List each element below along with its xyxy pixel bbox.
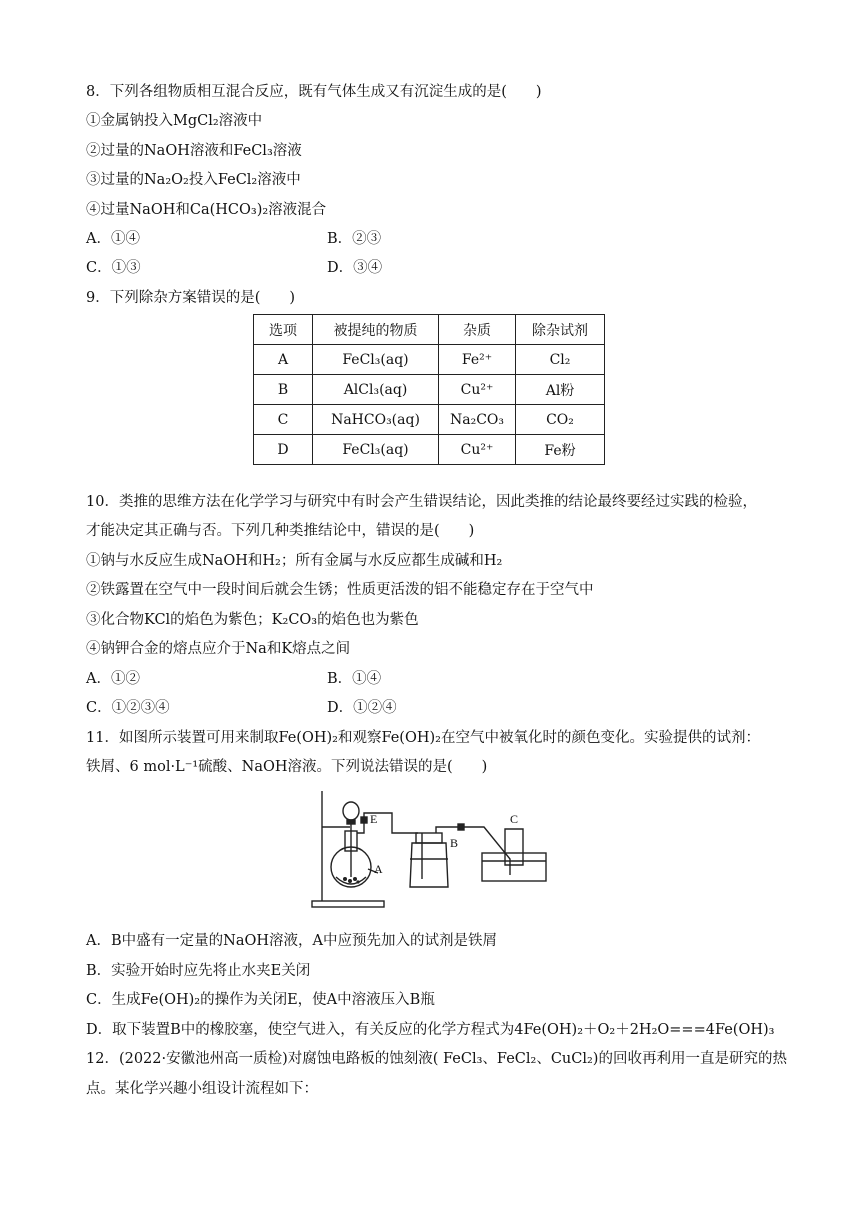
table-cell: C <box>254 405 313 435</box>
table-header: 选项 <box>254 315 313 345</box>
q8-stem: 8．下列各组物质相互混合反应，既有气体生成又有沉淀生成的是( ) <box>86 84 542 100</box>
stand-base <box>312 901 384 907</box>
table-cell: NaHCO₃(aq) <box>313 405 439 435</box>
bottle-b-stopper <box>416 833 442 843</box>
table-cell: CO₂ <box>516 405 605 435</box>
q9-stem: 9．下列除杂方案错误的是( ) <box>86 290 296 306</box>
q8-option-d: D．③④ <box>327 260 383 276</box>
q10-stem-line2: 才能决定其正确与否。下列几种类推结论中，错误的是( ) <box>86 523 475 539</box>
q10-item-2: ②铁露置在空气中一段时间后就会生锈；性质更活泼的铝不能稳定存在于空气中 <box>86 582 594 598</box>
table-header: 杂质 <box>439 315 516 345</box>
q8-item-4: ④过量NaOH和Ca(HCO₃)₂溶液混合 <box>86 202 327 218</box>
label-a: A <box>374 862 383 876</box>
table-header-row <box>254 315 605 345</box>
q10-option-c: C．①②③④ <box>86 700 170 716</box>
table-cell: Fe粉 <box>516 435 605 465</box>
table-row <box>254 345 605 375</box>
q8-option-b: B．②③ <box>327 231 382 247</box>
q11-option-c: C．生成Fe(OH)₂的操作为关闭E，使A中溶液压入B瓶 <box>86 992 435 1008</box>
q8-item-3: ③过量的Na₂O₂投入FeCl₂溶液中 <box>86 172 301 188</box>
table-cell: FeCl₃(aq) <box>313 345 439 375</box>
q10-option-a: A．①② <box>86 671 140 687</box>
clamp-e <box>361 817 367 823</box>
collection-tube-c <box>505 829 523 865</box>
table-cell: FeCl₃(aq) <box>313 435 439 465</box>
table-row <box>254 375 605 405</box>
q10-option-d: D．①②④ <box>327 700 397 716</box>
q10-item-4: ④钠钾合金的熔点应介于Na和K熔点之间 <box>86 641 351 657</box>
q8-option-a: A．①④ <box>86 231 140 247</box>
q11-option-d: D．取下装置B中的橡胶塞，使空气进入，有关反应的化学方程式为4Fe(OH)₂＋O₂＋2H₂O===4Fe(OH)₃ <box>86 1022 775 1038</box>
table-row <box>254 435 605 465</box>
apparatus-diagram <box>310 787 560 911</box>
q12-stem-line1: 12．(2022·安徽池州高一质检)对腐蚀电路板的蚀刻液( FeCl₃、FeCl₂、CuCl₂)的回收再利用一直是研究的热 <box>86 1051 787 1067</box>
separatory-funnel <box>343 802 359 820</box>
table-cell: Na₂CO₃ <box>439 405 516 435</box>
q12-stem-line2: 点。某化学兴趣小组设计流程如下： <box>86 1081 318 1097</box>
table-cell: Al粉 <box>516 375 605 405</box>
q10-item-3: ③化合物KCl的焰色为紫色；K₂CO₃的焰色也为紫色 <box>86 612 419 628</box>
q10-option-b: B．①④ <box>327 671 382 687</box>
label-e: E <box>370 812 378 826</box>
table-row <box>254 405 605 435</box>
table-cell: Fe²⁺ <box>439 345 516 375</box>
label-b: B <box>450 836 459 850</box>
table-cell: A <box>254 345 313 375</box>
q11-option-a: A．B中盛有一定量的NaOH溶液，A中应预先加入的试剂是铁屑 <box>86 933 497 949</box>
q8-option-c: C．①③ <box>86 260 141 276</box>
table-cell: Cu²⁺ <box>439 375 516 405</box>
table-cell: B <box>254 375 313 405</box>
table-cell: Cu²⁺ <box>439 435 516 465</box>
q11-stem-line1: 11．如图所示装置可用来制取Fe(OH)₂和观察Fe(OH)₂在空气中被氧化时的颜色变化。实验提供的试剂： <box>86 730 760 746</box>
q10-item-1: ①钠与水反应生成NaOH和H₂；所有金属与水反应都生成碱和H₂ <box>86 553 503 569</box>
label-c: C <box>510 812 519 826</box>
table-cell: Cl₂ <box>516 345 605 375</box>
q10-stem-line1: 10．类推的思维方法在化学学习与研究中有时会产生错误结论，因此类推的结论最终要经过实践的检验， <box>86 494 757 510</box>
table-cell: D <box>254 435 313 465</box>
q11-stem-line2: 铁屑、6 mol·L⁻¹硫酸、NaOH溶液。下列说法错误的是( ) <box>86 759 488 775</box>
table-header: 被提纯的物质 <box>313 315 439 345</box>
q8-item-2: ②过量的NaOH溶液和FeCl₃溶液 <box>86 143 302 159</box>
bottle-b <box>410 843 448 887</box>
q11-option-b: B．实验开始时应先将止水夹E关闭 <box>86 963 311 979</box>
table-header: 除杂试剂 <box>516 315 605 345</box>
q8-item-1: ①金属钠投入MgCl₂溶液中 <box>86 113 263 129</box>
table-cell: AlCl₃(aq) <box>313 375 439 405</box>
q9-table <box>253 314 605 465</box>
water-trough <box>482 853 546 881</box>
